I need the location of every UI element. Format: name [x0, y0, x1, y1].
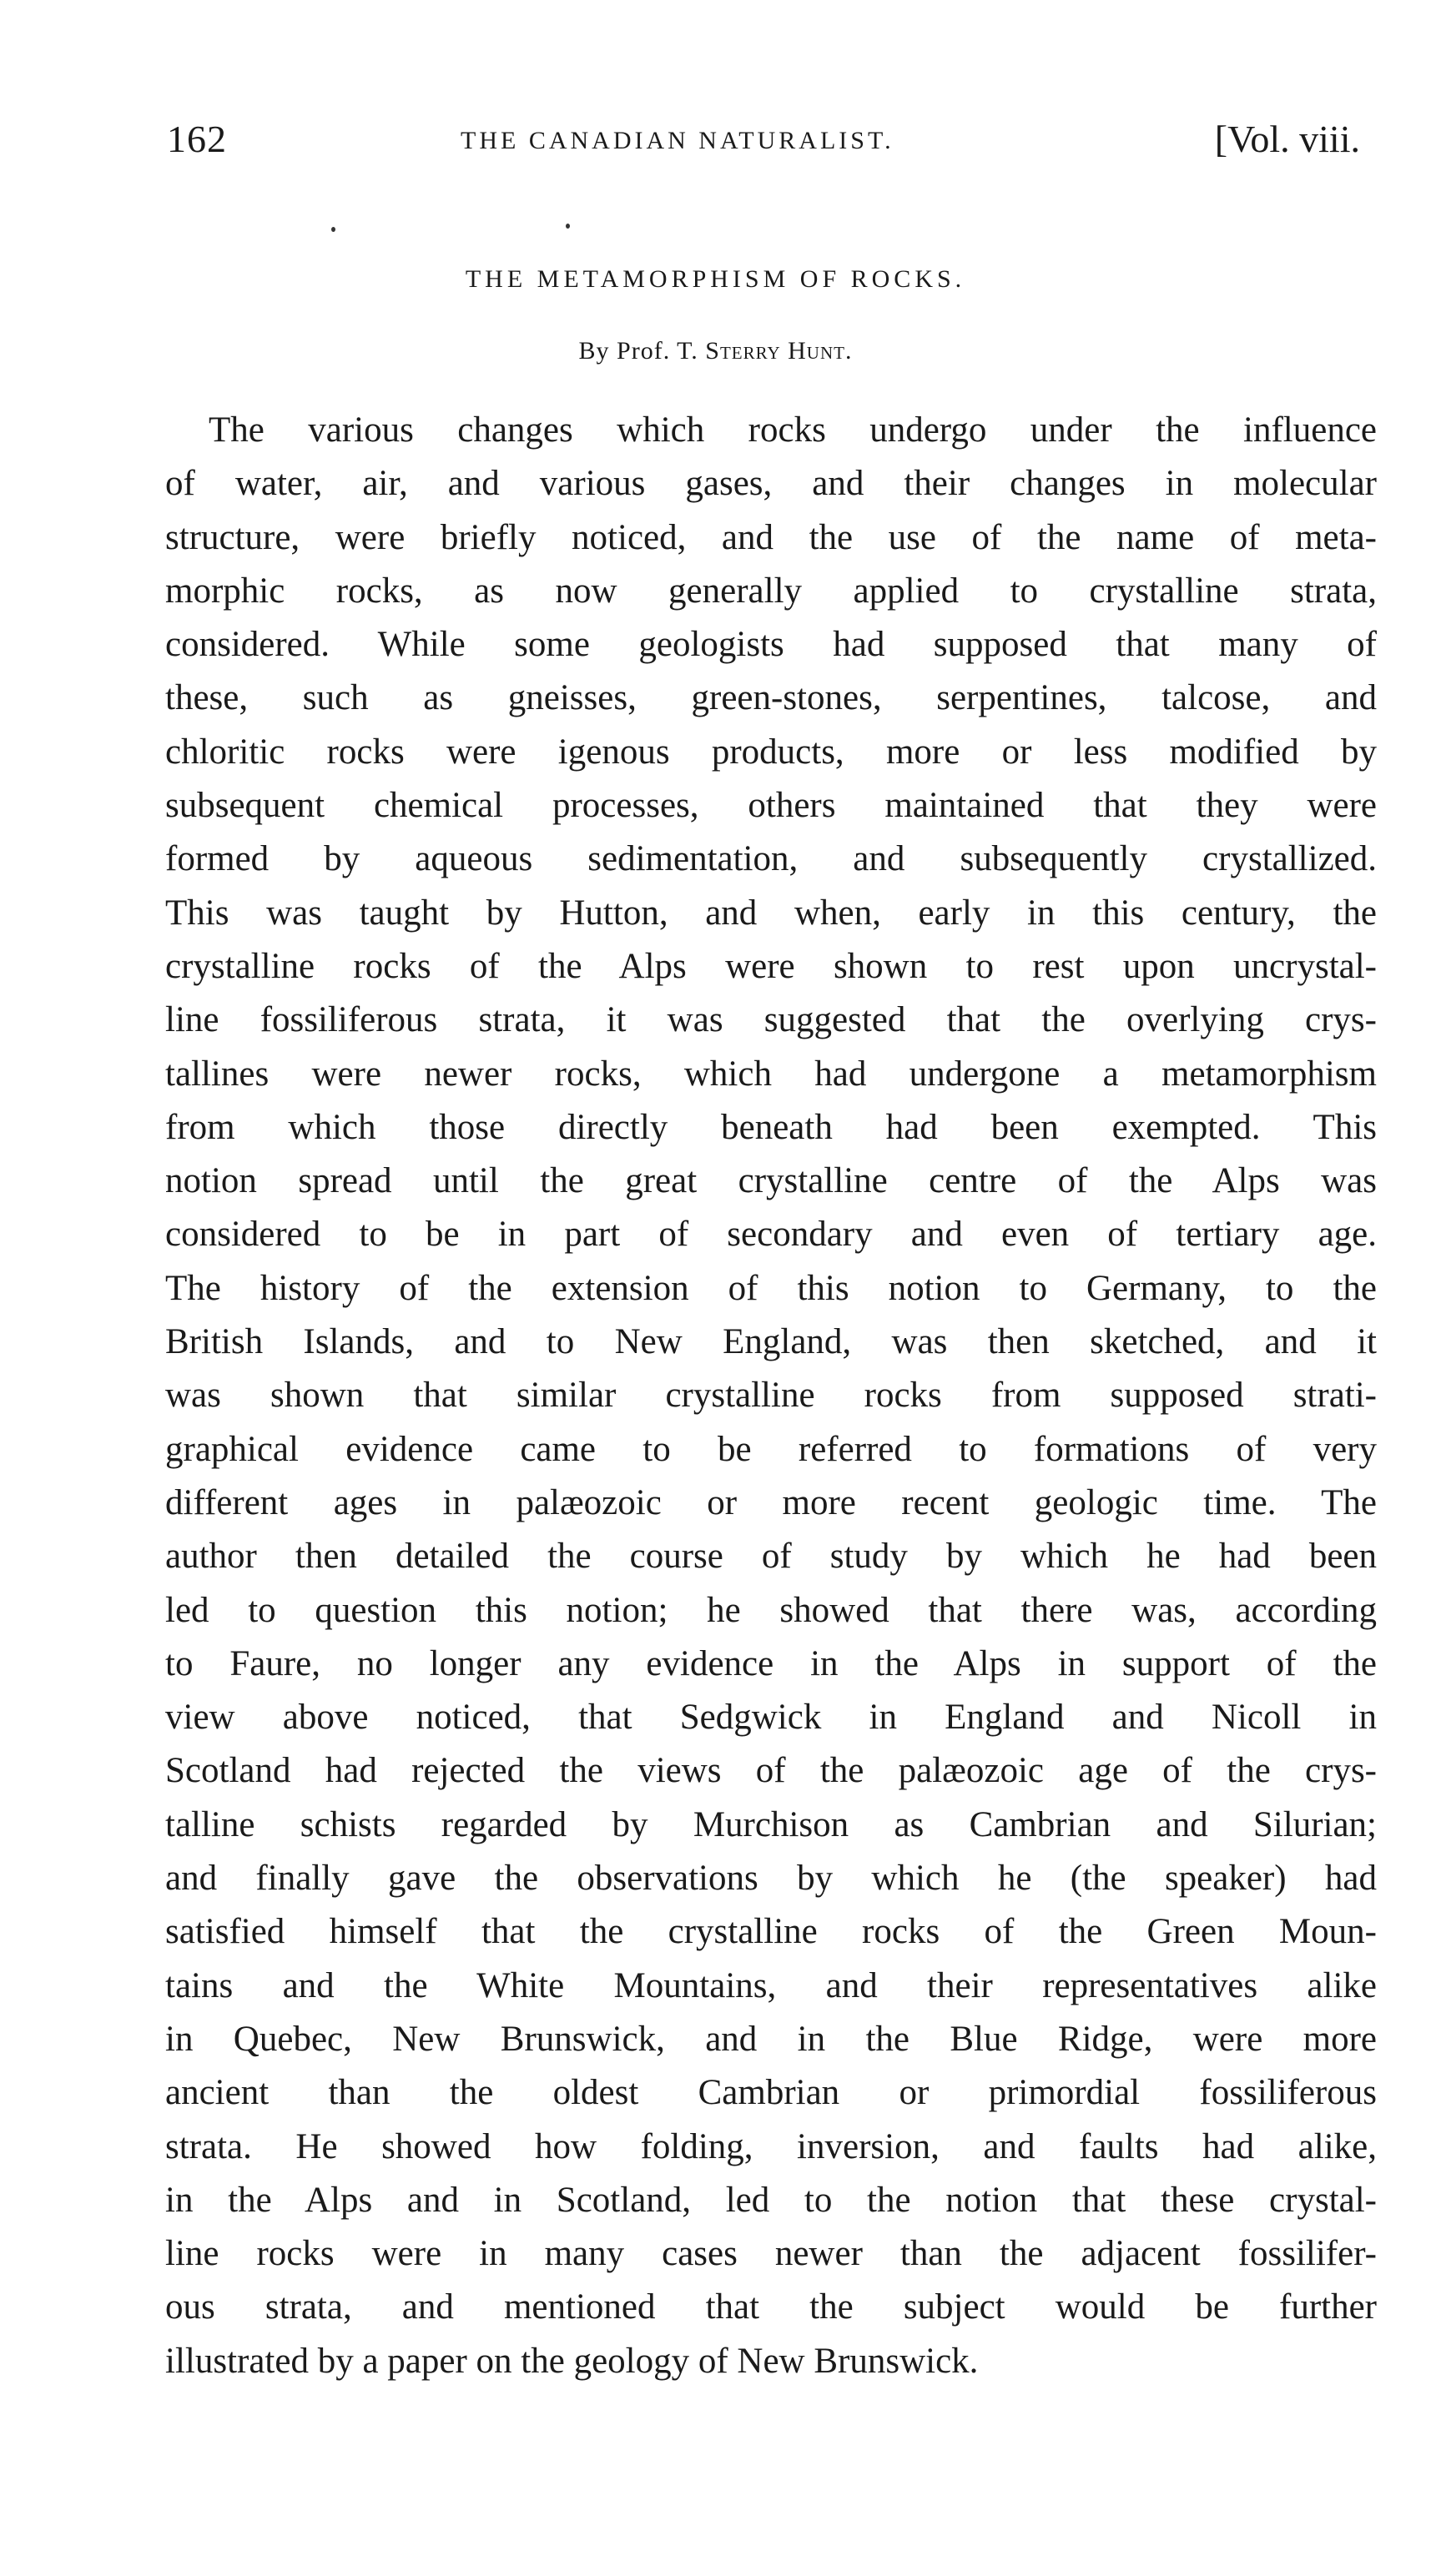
- body-line: line rocks were in many cases newer than the adjacent fossilifer-: [165, 2234, 1377, 2274]
- body-line: graphical evidence came to be referred to formations of very: [165, 1429, 1377, 1469]
- body-line: talline schists regarded by Murchison as Cambrian and Silurian;: [165, 1804, 1377, 1844]
- body-line: notion spread until the great crystalline centre of the Alps was: [165, 1161, 1377, 1201]
- body-line: these, such as gneisses, green-stones, serpentines, talcose, and: [165, 678, 1377, 718]
- body-line: This was taught by Hutton, and when, early in this century, the: [165, 893, 1377, 933]
- body-line: structure, were briefly noticed, and the use of the name of meta-: [165, 517, 1377, 557]
- byline-prefix: By Prof. T.: [578, 337, 698, 365]
- body-line: to Faure, no longer any evidence in the Alps in support of the: [165, 1643, 1377, 1683]
- body-line: morphic rocks, as now generally applied to crystalline strata,: [165, 571, 1377, 611]
- body-line: strata. He showed how folding, inversion, and faults had alike,: [165, 2126, 1377, 2166]
- body-line: The history of the extension of this notion to Germany, to the: [165, 1268, 1377, 1308]
- body-line: tains and the White Mountains, and their representatives alike: [165, 1965, 1377, 2005]
- body-line: view above noticed, that Sedgwick in England and Nicoll in: [165, 1698, 1377, 1738]
- body-line: in Quebec, New Brunswick, and in the Blue Ridge, were more: [165, 2019, 1377, 2059]
- body-line: line fossiliferous strata, it was suggested that the overlying crys-: [165, 1000, 1377, 1040]
- body-line: illustrated by a paper on the geology of New Brunswick.: [165, 2341, 979, 2381]
- body-line: The various changes which rocks undergo under the influence: [209, 410, 1377, 450]
- body-line: formed by aqueous sedimentation, and subsequently crystallized.: [165, 839, 1377, 879]
- journal-title: THE CANADIAN NATURALIST.: [461, 127, 894, 154]
- print-speck: [331, 227, 335, 232]
- body-line: of water, air, and various gases, and their changes in molecular: [165, 464, 1377, 504]
- article-body: [165, 404, 1377, 2388]
- page-number: 162: [167, 118, 227, 160]
- volume-label: [Vol. viii.: [1214, 118, 1360, 160]
- body-line: chloritic rocks were igenous products, more or less modified by: [165, 732, 1377, 772]
- print-speck: [566, 224, 570, 229]
- body-line: in the Alps and in Scotland, led to the notion that these crystal-: [165, 2180, 1377, 2220]
- article-title: THE METAMORPHISM OF ROCKS.: [465, 265, 966, 293]
- body-line: subsequent chemical processes, others maintained that they were: [165, 786, 1377, 826]
- body-line: different ages in palæozoic or more recent geologic time. The: [165, 1482, 1377, 1522]
- body-line: considered to be in part of secondary and even of tertiary age.: [165, 1215, 1377, 1255]
- body-line: Scotland had rejected the views of the palæozoic age of the crys-: [165, 1751, 1377, 1791]
- body-line: British Islands, and to New England, was then sketched, and it: [165, 1322, 1377, 1362]
- body-line: was shown that similar crystalline rocks from supposed strati-: [165, 1376, 1377, 1416]
- body-line: ancient than the oldest Cambrian or primordial fossiliferous: [165, 2073, 1377, 2113]
- body-line: considered. While some geologists had supposed that many of: [165, 625, 1377, 665]
- body-line: led to question this notion; he showed that there was, according: [165, 1590, 1377, 1630]
- body-line: from which those directly beneath had been exempted. This: [165, 1107, 1377, 1147]
- body-line: crystalline rocks of the Alps were shown to rest upon uncrystal-: [165, 946, 1377, 986]
- byline: [0, 337, 1431, 365]
- body-line: ous strata, and mentioned that the subject would be further: [165, 2287, 1377, 2327]
- byline-author: Sterry Hunt.: [705, 337, 853, 365]
- body-line: satisfied himself that the crystalline rocks of the Green Moun-: [165, 1912, 1377, 1952]
- body-line: author then detailed the course of study by which he had been: [165, 1537, 1377, 1577]
- running-head: [167, 117, 1360, 175]
- body-line: tallines were newer rocks, which had undergone a metamorphism: [165, 1054, 1377, 1094]
- body-line: and finally gave the observations by which he (the speaker) had: [165, 1859, 1377, 1899]
